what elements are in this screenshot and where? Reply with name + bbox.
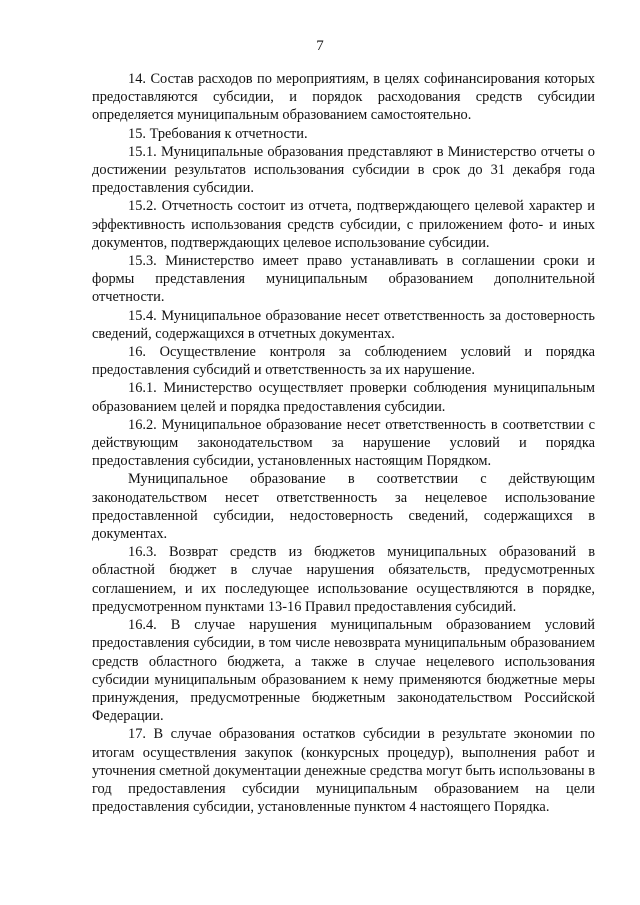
document-body	[92, 70, 595, 816]
paragraph-16-1: 16.1. Министерство осуществляет проверки соблюдения муниципальным образованием целей и порядка предоставления субсидии.	[92, 380, 595, 415]
paragraph-15-3: 15.3. Министерство имеет право устанавливать в соглашении сроки и формы представления муниципальным образованием дополнительной отчетности.	[92, 253, 595, 306]
paragraph-16-2: 16.2. Муниципальное образование несет ответственность в соответствии с действующим законодательством за нарушение условий и порядка предоставления субсидии, установленных настоящим Порядком.	[92, 416, 595, 470]
page-number: 7	[316, 38, 324, 54]
paragraph-16: 16. Осуществление контроля за соблюдением условий и порядка предоставления субсидий и ответственность за их нарушение.	[92, 344, 595, 379]
paragraph-15-4: 15.4. Муниципальное образование несет ответственность за достоверность сведений, содержащихся в отчетных документах.	[92, 307, 595, 342]
paragraph-14: 14. Состав расходов по мероприятиям, в целях софинансирования которых предоставляются субсидии, и порядок расходования средств субсидии определяется муниципальным образованием самостоятельно.	[92, 71, 595, 124]
paragraph-16-4: 16.4. В случае нарушения муниципальным образованием условий предоставления субсидии, в том числе невозврата муниципальным образованием средств областного бюджета, а также в случае нецелевого использования субсидии муниципальным образованием к нему применяются бюджетные меры принуждения, предусмотренные бюджетным законодательством Российской Федерации.	[92, 617, 595, 725]
paragraph-15-1: 15.1. Муниципальные образования представляют в Министерство отчеты о достижении результатов использования субсидии в срок до 31 декабря года предоставления субсидии.	[92, 143, 595, 197]
paragraph-16-2-continued: Муниципальное образование в соответствии с действующим законодательством несет ответственность за нецелевое использование предоставленной субсидии, недостоверность сведений, содержащихся в документах.	[92, 471, 595, 543]
paragraph-16-3: 16.3. Возврат средств из бюджетов муниципальных образований в областной бюджет в случае нарушения обязательств, предусмотренных соглашением, и их последующее использование осуществляются в порядке, предусмотренном пунктами 13-16 Правил предоставления субсидий.	[92, 544, 595, 615]
paragraph-15-2: 15.2. Отчетность состоит из отчета, подтверждающего целевой характер и эффективность использования средств субсидии, с приложением фото- и иных документов, подтверждающих целевое использование субсидии.	[92, 198, 595, 251]
paragraph-17: 17. В случае образования остатков субсидии в результате экономии по итогам осуществления закупок (конкурсных процедур), выполнения работ и уточнения сметной документации денежные средства могут быть использованы в год предоставления субсидии муниципальным образованием на цели предоставления субсидии, установленные пунктом 4 настоящего Порядка.	[92, 726, 595, 816]
paragraph-15: 15. Требования к отчетности.	[128, 125, 308, 142]
